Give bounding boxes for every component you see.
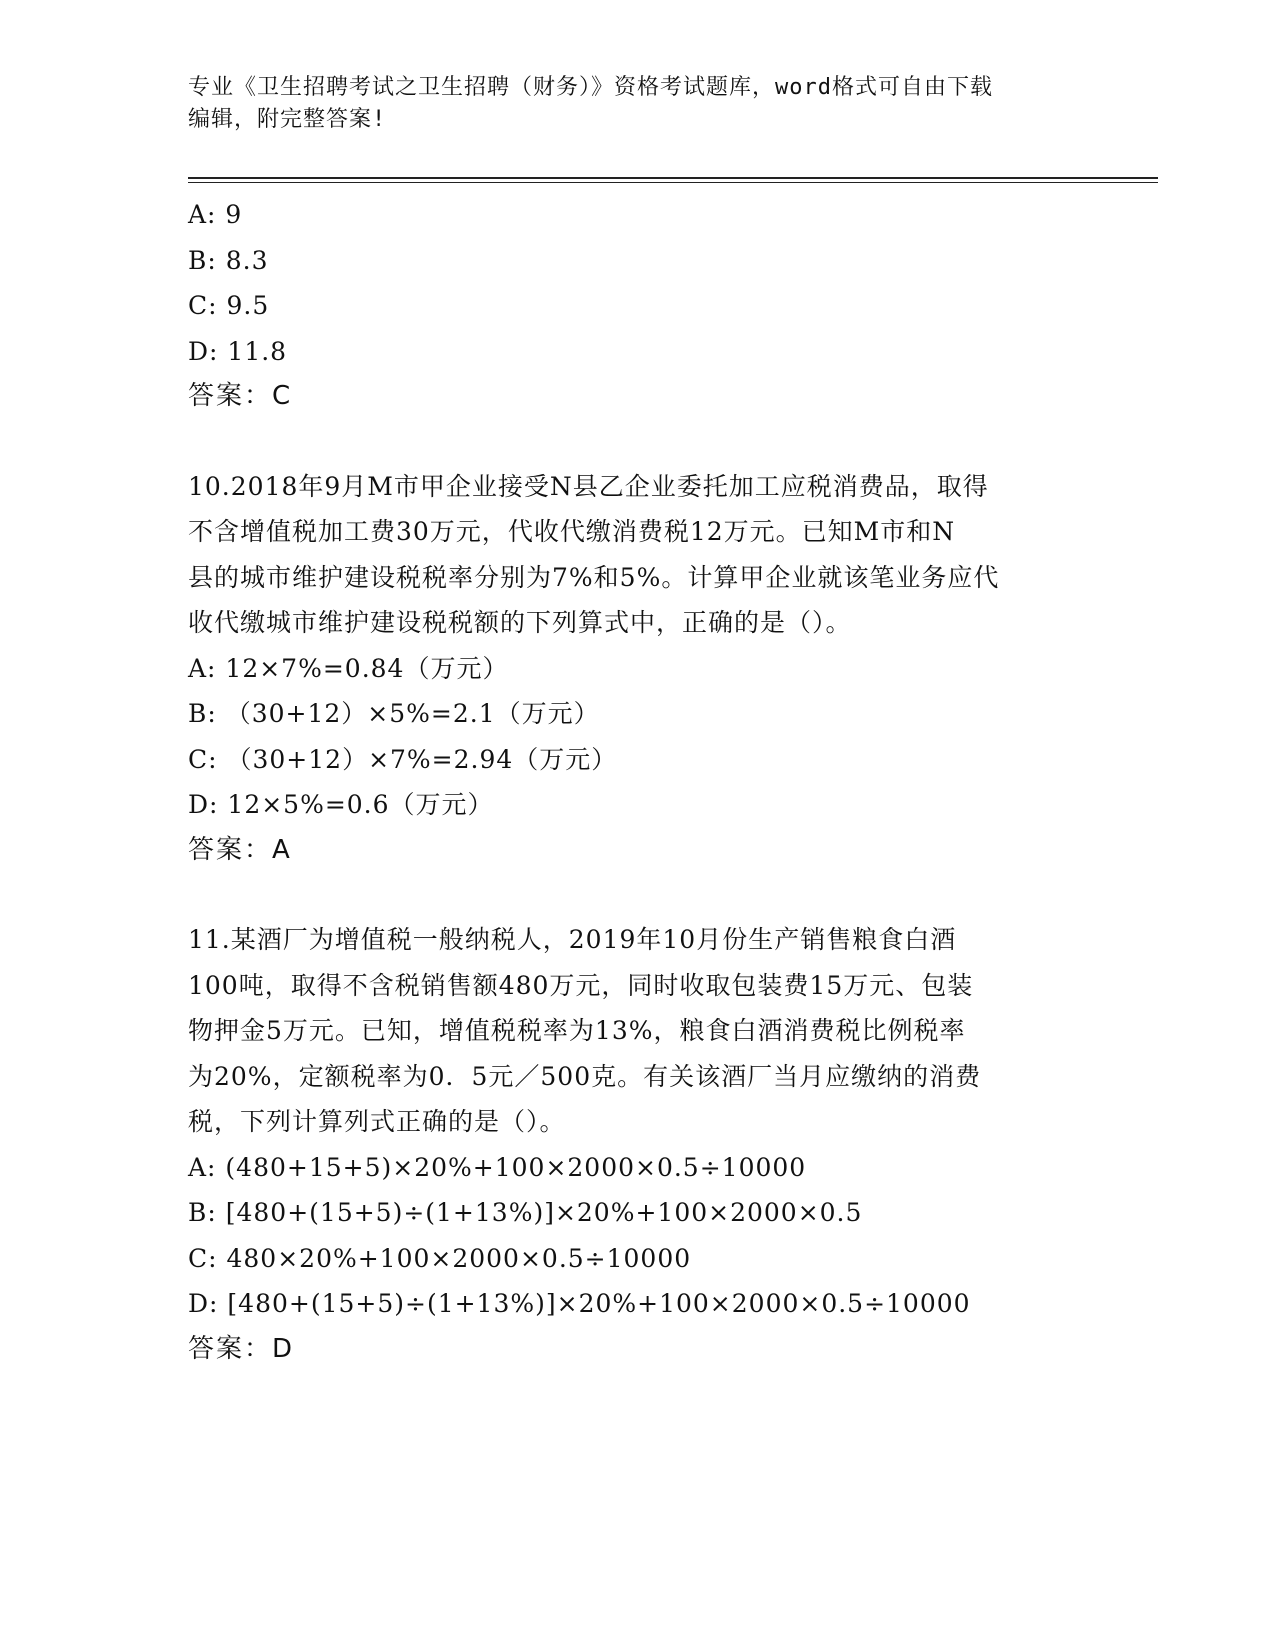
header-divider-thin: [188, 182, 1158, 183]
question-10-line-2: 不含增值税加工费30万元，代收代缴消费税12万元。已知M市和N: [188, 517, 956, 546]
option-d: D: 11.8: [188, 336, 288, 366]
question-11-line-5: 税，下列计算列式正确的是（）。: [188, 1107, 566, 1136]
question-11-option-d: D: [480+(15+5)÷(1+13%)]×20%+100×2000×0.5÷10000: [188, 1289, 971, 1318]
question-10-stem: [188, 464, 1078, 646]
question-11-line-3: 物押金5万元。已知，增值税税率为13%，粮食白酒消费税比例税率: [188, 1016, 966, 1045]
option-c: C: 9.5: [188, 291, 270, 320]
question-10-option-d: D: 12×5%=0.6（万元）: [188, 790, 494, 819]
question-11-stem: [188, 917, 1078, 1145]
answer-label: 答案：C: [188, 381, 293, 411]
question-11: [188, 917, 1088, 1372]
question-11-line-2: 100吨，取得不含税销售额480万元，同时收取包装费15万元、包装: [188, 970, 974, 1000]
document-header: [188, 72, 1088, 136]
question-11-line-1: 11.某酒厂为增值税一般纳税人，2019年10月份生产销售粮食白酒: [188, 925, 957, 954]
question-10-option-a: A: 12×7%=0.84（万元）: [188, 653, 509, 683]
question-10-line-4: 收代缴城市维护建设税税额的下列算式中，正确的是（）。: [188, 608, 852, 637]
question-11-line-4: 为20%，定额税率为0．5元／500克。有关该酒厂当月应缴纳的消费: [188, 1061, 982, 1091]
question-10: [188, 464, 1088, 874]
question-11-option-b: B: [480+(15+5)÷(1+13%)]×20%+100×2000×0.5: [188, 1198, 863, 1227]
option-b: B: 8.3: [188, 245, 269, 275]
header-divider-thick: [188, 177, 1158, 179]
question-10-answer: 答案：A: [188, 834, 292, 865]
header-line-2: 编辑，附完整答案!: [188, 107, 387, 132]
question-10-option-c: C: （30+12）×7%=2.94（万元）: [188, 744, 618, 774]
question-10-option-b: B: （30+12）×5%=2.1（万元）: [188, 699, 600, 728]
header-line-1: 专业《卫生招聘考试之卫生招聘（财务）》资格考试题库，word格式可自由下载: [188, 75, 993, 100]
previous-question-options: [188, 192, 1088, 420]
question-11-answer: 答案：D: [188, 1333, 295, 1364]
question-10-line-1: 10.2018年9月M市甲企业接受N县乙企业委托加工应税消费品，取得: [188, 471, 989, 501]
question-11-option-c: C: 480×20%+100×2000×0.5÷10000: [188, 1243, 692, 1273]
question-11-option-a: A: (480+15+5)×20%+100×2000×0.5÷10000: [188, 1152, 807, 1182]
option-a: A: 9: [188, 200, 243, 229]
question-10-line-3: 县的城市维护建设税税率分别为7%和5%。计算甲企业就该笔业务应代: [188, 562, 1000, 592]
document-body: [188, 192, 1088, 1372]
